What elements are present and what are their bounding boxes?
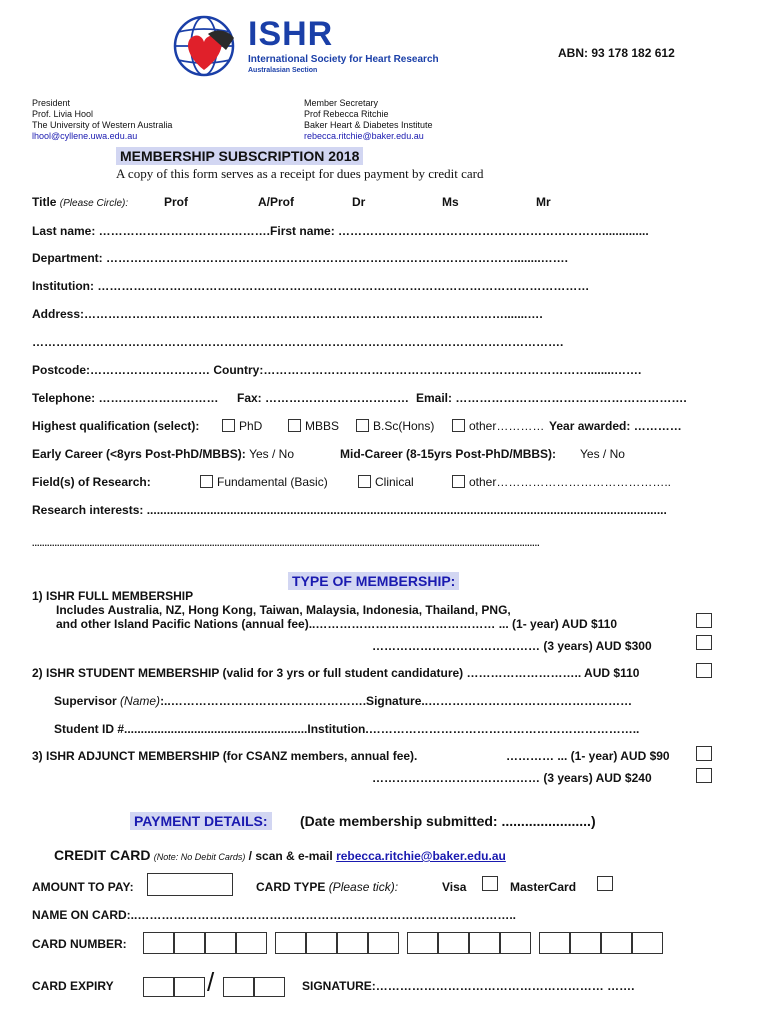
- card-number-label: CARD NUMBER:: [32, 937, 127, 951]
- name-on-card-field[interactable]: NAME ON CARD:..…………………………………………………………………………………..: [32, 908, 516, 922]
- checkbox[interactable]: [288, 419, 301, 432]
- logo-name: ISHR: [248, 15, 334, 53]
- checkbox[interactable]: [356, 419, 369, 432]
- supervisor-field[interactable]: Supervisor (Name):..………………………………………….Signature..……………………………………………: [54, 694, 633, 708]
- card-number-digit[interactable]: [438, 932, 469, 954]
- card-number-digit[interactable]: [469, 932, 500, 954]
- credit-card-label: CREDIT CARD: [54, 847, 151, 863]
- title-label: Title: [32, 195, 57, 209]
- first-name-field[interactable]: First name: …………………………………………………………..............: [270, 224, 649, 238]
- career-row: [32, 447, 742, 461]
- title-option-aprof[interactable]: A/Prof: [258, 195, 294, 209]
- fields-row: [32, 475, 742, 489]
- president-role: President: [32, 98, 71, 108]
- full-membership-title: 1) ISHR FULL MEMBERSHIP: [32, 589, 194, 603]
- credit-card-line: [54, 847, 506, 863]
- name-row: [32, 224, 649, 238]
- student-id-field[interactable]: Student ID #.......................................................Institution.…………………………………………………………..: [54, 722, 640, 736]
- fields-label: Field(s) of Research:: [32, 475, 151, 489]
- president-inst: The University of Western Australia: [32, 120, 173, 130]
- research-interests-line2[interactable]: ...........................................................................................................................................................................................................: [32, 538, 540, 548]
- form-subtitle: A copy of this form serves as a receipt for dues payment by credit card: [116, 166, 484, 181]
- globe-heart-icon: [168, 14, 248, 78]
- card-type-label: CARD TYPE (Please tick):: [256, 880, 399, 894]
- full-membership-1yr: and other Island Pacific Nations (annual fee)..……………………………………… ... (1- year) AUD $110: [56, 617, 617, 631]
- full-membership-line1: Includes Australia, NZ, Hong Kong, Taiwan, Malaysia, Indonesia, Thailand, PNG,: [56, 603, 511, 617]
- country-field[interactable]: Country:………………………………………………………………………........…….: [213, 363, 642, 377]
- secretary-name: Prof Rebecca Ritchie: [304, 109, 389, 119]
- telephone-field[interactable]: Telephone: …………………………: [32, 391, 219, 405]
- student-checkbox[interactable]: [696, 663, 712, 678]
- card-number-digit[interactable]: [407, 932, 438, 954]
- mid-career-yes-no[interactable]: Yes / No: [580, 447, 625, 461]
- mastercard-label: MasterCard: [510, 880, 577, 894]
- checkbox[interactable]: [200, 475, 213, 488]
- email-field[interactable]: Email: ………………………………………………….: [416, 391, 687, 405]
- president-block: [32, 98, 172, 142]
- research-interests-field[interactable]: Research interests: ............................................................................................................................................................: [32, 503, 667, 517]
- field-clinical[interactable]: Clinical: [358, 475, 414, 489]
- qual-bsc[interactable]: B.Sc(Hons): [356, 419, 434, 433]
- scan-email-label: / scan & e-mail: [248, 849, 333, 863]
- card-number-digit[interactable]: [570, 932, 601, 954]
- title-option-ms[interactable]: Ms: [442, 195, 459, 209]
- mastercard-checkbox[interactable]: [597, 876, 613, 891]
- card-number-digit[interactable]: [306, 932, 337, 954]
- card-number-boxes: [143, 932, 663, 956]
- qualification-label: Highest qualification (select):: [32, 419, 200, 433]
- address-line2-field[interactable]: …………………………………………………………………………………………………………………….: [32, 335, 564, 349]
- date-submitted[interactable]: (Date membership submitted: .......................): [300, 813, 596, 829]
- field-other[interactable]: other……………………………………..: [452, 475, 671, 489]
- department-field[interactable]: Department: …………………………………………………………………………………………........…….: [32, 251, 569, 265]
- postcode-field[interactable]: Postcode:…………………………: [32, 363, 211, 377]
- card-number-digit[interactable]: [174, 932, 205, 954]
- card-number-digit[interactable]: [539, 932, 570, 954]
- checkbox[interactable]: [452, 419, 465, 432]
- logo: [168, 14, 458, 78]
- card-number-digit[interactable]: [236, 932, 267, 954]
- amount-label: AMOUNT TO PAY:: [32, 880, 134, 894]
- form-title: MEMBERSHIP SUBSCRIPTION 2018: [116, 148, 363, 164]
- adjunct-membership: 3) ISHR ADJUNCT MEMBERSHIP (for CSANZ members, annual fee).: [32, 749, 418, 763]
- mid-career-label: Mid-Career (8-15yrs Post-PhD/MBBS):: [340, 447, 557, 461]
- membership-heading: TYPE OF MEMBERSHIP:: [288, 573, 459, 589]
- title-option-dr[interactable]: Dr: [352, 195, 366, 209]
- title-option-mr[interactable]: Mr: [536, 195, 551, 209]
- early-career-yes-no[interactable]: Yes / No: [249, 447, 295, 461]
- qualification-row: [32, 419, 742, 433]
- expiry-slash: /: [207, 967, 215, 997]
- last-name-field[interactable]: Last name: …………………………………….: [32, 224, 271, 238]
- qual-mbbs[interactable]: MBBS: [288, 419, 339, 433]
- adjunct-3yr: …………………………………… (3 years) AUD $240: [372, 771, 652, 785]
- qual-other[interactable]: other…………: [452, 419, 544, 433]
- abn: ABN: 93 178 182 612: [558, 46, 675, 60]
- checkbox[interactable]: [358, 475, 371, 488]
- president-name: Prof. Livia Hool: [32, 109, 94, 119]
- adjunct-3yr-checkbox[interactable]: [696, 768, 712, 783]
- secretary-inst: Baker Heart & Diabetes Institute: [304, 120, 433, 130]
- postcode-row: [32, 363, 641, 377]
- full-1yr-checkbox[interactable]: [696, 613, 712, 628]
- full-3yr-checkbox[interactable]: [696, 635, 712, 650]
- institution-field[interactable]: Institution: ……………………………………………………………………………………………………………: [32, 279, 590, 293]
- expiry-year-1[interactable]: [223, 977, 254, 997]
- signature-field[interactable]: SIGNATURE:………………………………………………… …….: [302, 979, 635, 993]
- card-number-digit[interactable]: [601, 932, 632, 954]
- card-number-digit[interactable]: [632, 932, 663, 954]
- fax-field[interactable]: Fax: ………………………………: [237, 391, 410, 405]
- payment-email-link[interactable]: rebecca.ritchie@baker.edu.au: [336, 849, 506, 863]
- full-membership-3yr: …………………………………… (3 years) AUD $300: [372, 639, 652, 653]
- secretary-block: [304, 98, 433, 142]
- secretary-role: Member Secretary: [304, 98, 379, 108]
- visa-checkbox[interactable]: [482, 876, 498, 891]
- year-awarded-field[interactable]: Year awarded: …………: [549, 419, 682, 433]
- checkbox[interactable]: [452, 475, 465, 488]
- card-number-digit[interactable]: [205, 932, 236, 954]
- card-expiry-boxes: [143, 967, 293, 999]
- expiry-year-2[interactable]: [254, 977, 285, 997]
- field-fundamental[interactable]: Fundamental (Basic): [200, 475, 328, 489]
- expiry-month-2[interactable]: [174, 977, 205, 997]
- visa-label: Visa: [442, 880, 467, 894]
- logo-org: International Society for Heart Research: [248, 54, 439, 65]
- card-number-digit[interactable]: [500, 932, 531, 954]
- title-row: [32, 195, 742, 209]
- card-number-digit[interactable]: [143, 932, 174, 954]
- card-number-digit[interactable]: [368, 932, 399, 954]
- card-expiry-label: CARD EXPIRY: [32, 979, 114, 993]
- qual-phd[interactable]: PhD: [222, 419, 262, 433]
- expiry-month-1[interactable]: [143, 977, 174, 997]
- address-field[interactable]: Address:…………………………………………………………………………………………….......….: [32, 307, 543, 321]
- card-number-digit[interactable]: [275, 932, 306, 954]
- contact-row: [32, 391, 742, 405]
- adjunct-1yr: ………… ... (1- year) AUD $90: [506, 749, 670, 763]
- early-career-label: Early Career (<8yrs Post-PhD/MBBS):: [32, 447, 246, 461]
- secretary-email[interactable]: rebecca.ritchie@baker.edu.au: [304, 131, 424, 141]
- president-email[interactable]: lhool@cyllene.uwa.edu.au: [32, 131, 138, 141]
- title-option-prof[interactable]: Prof: [164, 195, 188, 209]
- title-hint: (Please Circle):: [59, 198, 129, 209]
- card-number-digit[interactable]: [337, 932, 368, 954]
- debit-note: (Note: No Debit Cards): [153, 852, 246, 862]
- adjunct-1yr-checkbox[interactable]: [696, 746, 712, 761]
- checkbox[interactable]: [222, 419, 235, 432]
- logo-section: Australasian Section: [248, 67, 318, 74]
- student-membership: 2) ISHR STUDENT MEMBERSHIP (valid for 3 yrs or full student candidature) ……………………….. AUD $110: [32, 666, 640, 680]
- payment-heading: PAYMENT DETAILS:: [130, 813, 272, 829]
- amount-input[interactable]: [147, 873, 233, 896]
